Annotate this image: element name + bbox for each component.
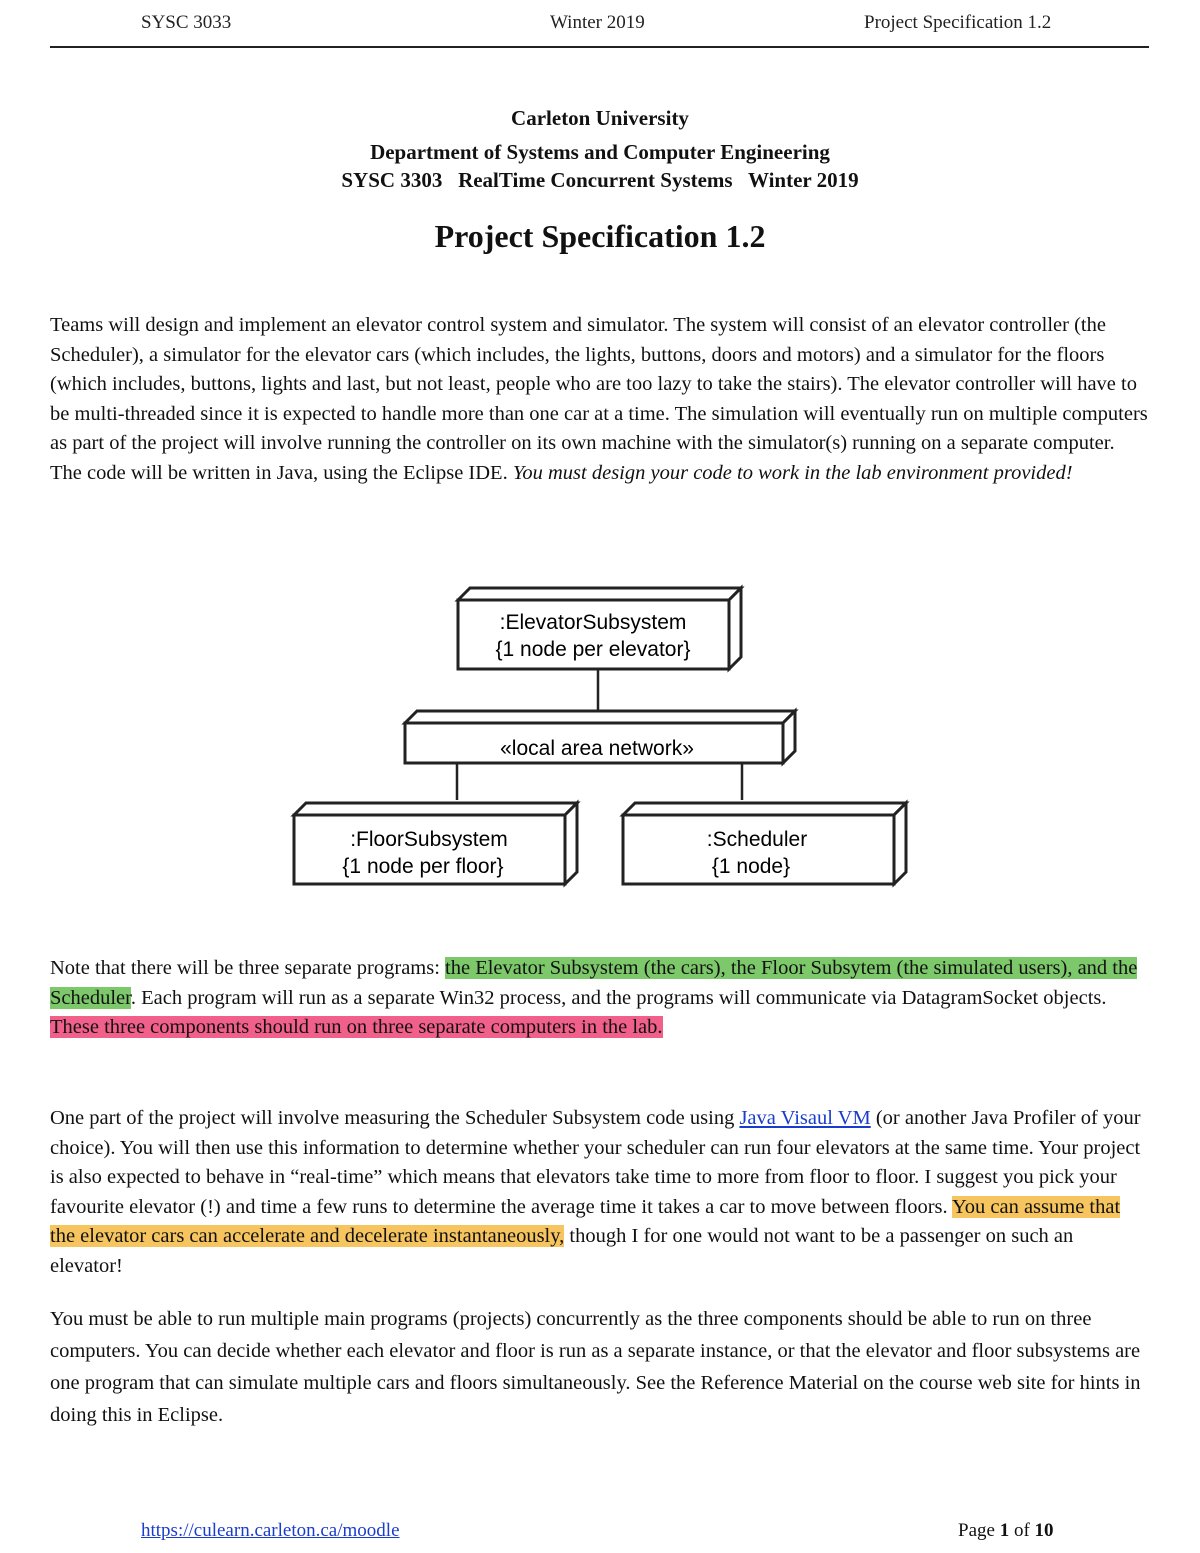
network-node-name: «local area network»: [500, 737, 694, 760]
scheduler-node-name: :Scheduler: [706, 828, 808, 851]
node-elevator-subsystem: [458, 588, 741, 669]
floor-node-name: :FloorSubsystem: [350, 828, 508, 851]
course-line: SYSC 3303 RealTime Concurrent Systems Winter 2019: [341, 168, 859, 192]
profiling-paragraph: [50, 1104, 1150, 1281]
node-scheduler: [623, 803, 906, 884]
footer-page-word: Page: [958, 1520, 995, 1541]
highlight-yellow: You can assume that the elevator cars can accelerate and decelerate instantaneously,: [50, 1195, 1121, 1247]
footer-of-word: of: [1013, 1520, 1030, 1541]
footer-page-current: 1: [999, 1520, 1010, 1541]
header-course: SYSC 3033: [141, 12, 232, 33]
programs-text-mid: . Each program will run as a separate Win32 process, and the programs will communicate via DatagramSocket objects.: [130, 986, 1107, 1009]
university-name: Carleton University: [511, 106, 689, 130]
intro-paragraph: [50, 311, 1150, 488]
elevator-node-name: :ElevatorSubsystem: [499, 611, 687, 634]
header-term: Winter 2019: [550, 12, 645, 33]
scheduler-node-note: {1 node}: [711, 855, 791, 878]
concurrency-paragraph: You must be able to run multiple main programs (projects) concurrently as the three components should be able to run on three computers. You can decide whether each elevator and floor is run as a separate instance, or that the elevator and floor subsystems are one program that can simulate multiple cars and floors simultaneously. See the Reference Material on the course web site for hints in doing this in Eclipse.: [50, 1308, 1141, 1426]
page-title: Project Specification 1.2: [434, 218, 766, 254]
profiling-text-mid: (or another Java Profiler of your choice). You will then use this information to determine whether your scheduler can run four elevators at the same time. Your project is also expected to behave in “real-time” which means that elevators take time to more from floor to floor. I suggest you pick your favourite elevator (!) and time a few runs to determine the average time it takes a car to move between floors.: [50, 1107, 1141, 1218]
department-name: Department of Systems and Computer Engineering: [370, 140, 830, 164]
node-local-area-network: [405, 711, 795, 763]
java-visualvm-link[interactable]: Java Visaul VM: [739, 1107, 871, 1129]
programs-text-pre: Note that there will be three separate programs:: [50, 957, 446, 979]
footer-page-total: 10: [1034, 1520, 1054, 1541]
highlight-red: These three components should run on three separate computers in the lab.: [50, 1016, 663, 1038]
node-floor-subsystem: [294, 803, 577, 884]
programs-paragraph: [50, 954, 1150, 1043]
floor-node-note: {1 node per floor}: [342, 855, 504, 878]
intro-text: Teams will design and implement an elevator control system and simulator. The system will consist of an elevator controller (the Scheduler), a simulator for the elevator cars (which includes, the lights, buttons, doors and motors) and a simulator for the floors (which includes, buttons, lights and last, but not least, people who are too lazy to take the stairs). The elevator controller will have to be multi-threaded since it is expected to handle more than one car at a time. The simulation will eventually run on multiple computers as part of the project will involve running the controller on its own machine with the simulator(s) running on a separate computer. The code will be written in Java, using the Eclipse IDE.: [50, 314, 1148, 484]
footer-moodle-link[interactable]: https://culearn.carleton.ca/moodle: [141, 1520, 400, 1541]
elevator-node-note: {1 node per elevator}: [495, 638, 691, 661]
profiling-text-pre: One part of the project will involve measuring the Scheduler Subsystem code using: [50, 1107, 740, 1129]
footer-page-number: [958, 1520, 1054, 1542]
header-rule: [50, 46, 1149, 48]
deployment-diagram: [280, 578, 920, 898]
intro-emphasis: You must design your code to work in the lab environment provided!: [512, 461, 1073, 484]
profiling-text-post: though I for one would not want to be a passenger on such an elevator!: [50, 1225, 1074, 1277]
header-doc-title: Project Specification 1.2: [864, 12, 1052, 33]
highlight-green: the Elevator Subsystem (the cars), the Floor Subsytem (the simulated users), and the Scheduler: [50, 957, 1138, 1009]
